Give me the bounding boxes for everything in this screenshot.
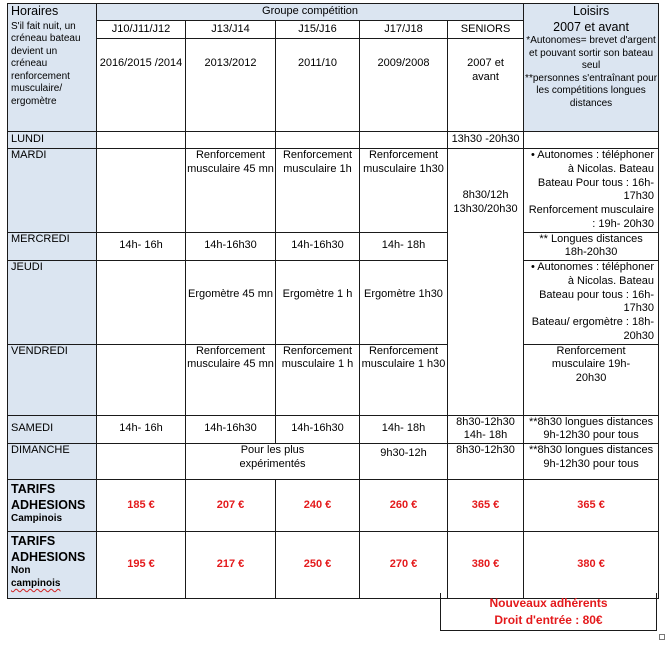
- dimanche-experimentes: Pour les plus expérimentés: [186, 444, 360, 480]
- years-j17: 2009/2008: [360, 39, 448, 132]
- nouveaux-adherents-note: [440, 593, 657, 631]
- loisirs-note-longues: **personnes s'entraînant pour les compétitions longues distances: [525, 72, 658, 109]
- mercredi-loisirs-hours: 18h-20h30: [564, 246, 618, 259]
- tarifs-camp-l3: Campinois: [11, 513, 63, 525]
- lundi-seniors: 13h30 -20h30: [448, 132, 524, 149]
- mardi-loisirs-bateau: Bateau Pour tous : 16h- 17h30: [537, 176, 655, 203]
- tarifs-campinois-label: [8, 480, 97, 532]
- category-seniors: SENIORS: [448, 21, 524, 39]
- vendredi-j10: [97, 344, 186, 415]
- tarifs-non-l4: campinois: [11, 577, 61, 589]
- samedi-j13: 14h-16h30: [186, 415, 276, 444]
- day-samedi: SAMEDI: [8, 415, 97, 444]
- price-campinois-j17: 260 €: [360, 480, 448, 532]
- mercredi-loisirs: [524, 232, 659, 261]
- lundi-j15: [276, 132, 360, 149]
- jeudi-j17: Ergomètre 1h30: [360, 261, 448, 345]
- samedi-j10: 14h- 16h: [97, 415, 186, 444]
- samedi-loisirs: [524, 415, 659, 444]
- years-j13: 2013/2012: [186, 39, 276, 132]
- samedi-j17: 14h- 18h: [360, 415, 448, 444]
- price-campinois-loisirs: 365 €: [524, 480, 659, 532]
- tarifs-non-l2: ADHESIONS: [11, 549, 86, 564]
- category-j15: J15/J16: [276, 21, 360, 39]
- vendredi-j17: Renforcement musculaire 1 h30: [360, 344, 448, 415]
- lundi-loisirs: [524, 132, 659, 149]
- day-vendredi: VENDREDI: [8, 344, 97, 415]
- tarifs-camp-l1: TARIFS: [11, 482, 56, 496]
- category-j13: J13/J14: [186, 21, 276, 39]
- jeudi-j13: Ergomètre 45 mn: [186, 261, 276, 345]
- nouveaux-adherents-title: Nouveaux adhérents: [489, 596, 608, 610]
- mercredi-j10: 14h- 16h: [97, 232, 186, 261]
- horaires-title: Horaires: [11, 4, 59, 18]
- price-non-campinois-j17: 270 €: [360, 532, 448, 599]
- lundi-j10: [97, 132, 186, 149]
- jeudi-loisirs: [524, 261, 659, 345]
- day-mercredi: MERCREDI: [8, 232, 97, 261]
- price-campinois-j13: 207 €: [186, 480, 276, 532]
- lundi-j17: [360, 132, 448, 149]
- dimanche-loisirs: [524, 444, 659, 480]
- dimanche-loisirs-tous: 9h-12h30 pour tous: [543, 457, 639, 470]
- loisirs-subtitle: 2007 et avant: [553, 19, 629, 34]
- vendredi-j15: Renforcement musculaire 1 h: [276, 344, 360, 415]
- groupe-competition-header: Groupe compétition: [97, 4, 524, 21]
- mardi-loisirs-renfo: Renforcement musculaire : 19h- 20h30: [528, 204, 655, 230]
- vendredi-j13: Renforcement musculaire 45 mn: [186, 344, 276, 415]
- seniors-block-morning: 8h30/12h: [462, 189, 509, 201]
- tarifs-camp-l2: ADHESIONS: [11, 497, 86, 512]
- dimanche-loisirs-longues: **8h30 longues distances: [528, 444, 654, 456]
- price-non-campinois-j10: 195 €: [97, 532, 186, 599]
- loisirs-note-autonomes: *Autonomes= brevet d'argent et pouvant sortir son bateau seul: [526, 35, 656, 72]
- day-mardi: MARDI: [8, 149, 97, 233]
- horaires-header: [8, 4, 97, 132]
- jeudi-loisirs-ergo: Bateau/ ergomètre : 18h-20h30: [531, 316, 655, 342]
- day-dimanche: DIMANCHE: [8, 444, 97, 480]
- jeudi-loisirs-bateau: Bateau pour tous : 16h- 17h30: [539, 288, 655, 315]
- years-seniors: 2007 et avant: [448, 39, 524, 132]
- seniors-weekday-block: [448, 149, 524, 416]
- price-non-campinois-j15: 250 €: [276, 532, 360, 599]
- mercredi-loisirs-longues: ** Longues distances: [539, 232, 643, 245]
- mardi-loisirs-autonomes: • Autonomes : téléphoner à Nicolas. Bateau: [530, 149, 655, 175]
- vendredi-loisirs: Renforcement musculaire 19h- 20h30: [524, 344, 659, 415]
- jeudi-j10: [97, 261, 186, 345]
- samedi-loisirs-longues: **8h30 longues distances: [528, 415, 654, 428]
- tarifs-non-l3: Non: [11, 565, 31, 577]
- dimanche-seniors: 8h30-12h30: [448, 444, 524, 480]
- price-campinois-j15: 240 €: [276, 480, 360, 532]
- schedule-table: [7, 3, 659, 599]
- loisirs-title: Loisirs: [572, 4, 610, 18]
- lundi-j13: [186, 132, 276, 149]
- price-non-campinois-j13: 217 €: [186, 532, 276, 599]
- samedi-seniors-morning: 8h30-12h30: [456, 415, 515, 428]
- horaires-note: S'il fait nuit, un créneau bateau devient un créneau renforcement musculaire/ ergomètre: [11, 20, 81, 107]
- mardi-j15: Renforcement musculaire 1h: [276, 149, 360, 233]
- price-non-campinois-loisirs: 380 €: [524, 532, 659, 599]
- tarifs-non-l1: TARIFS: [11, 534, 56, 548]
- dimanche-j10: [97, 444, 186, 480]
- price-non-campinois-seniors: 380 €: [448, 532, 524, 599]
- samedi-seniors-afternoon: 14h- 18h: [463, 429, 508, 442]
- years-j15: 2011/10: [276, 39, 360, 132]
- mardi-loisirs: [524, 149, 659, 233]
- samedi-loisirs-tous: 9h-12h30 pour tous: [543, 429, 639, 442]
- mercredi-j13: 14h-16h30: [186, 232, 276, 261]
- jeudi-loisirs-autonomes: • Autonomes : téléphoner à Nicolas. Bateau: [530, 261, 655, 287]
- mercredi-j15: 14h-16h30: [276, 232, 360, 261]
- day-jeudi: JEUDI: [8, 261, 97, 345]
- mardi-j10: [97, 149, 186, 233]
- samedi-seniors: [448, 415, 524, 444]
- years-j10: 2016/2015 /2014: [97, 39, 186, 132]
- seniors-block-afternoon: 13h30/20h30: [453, 202, 518, 215]
- price-campinois-seniors: 365 €: [448, 480, 524, 532]
- samedi-j15: 14h-16h30: [276, 415, 360, 444]
- dimanche-j17: 9h30-12h: [360, 444, 448, 480]
- category-j10: J10/J11/J12: [97, 21, 186, 39]
- loisirs-header: [524, 4, 659, 132]
- jeudi-j15: Ergomètre 1 h: [276, 261, 360, 345]
- tarifs-non-campinois-label: [8, 532, 97, 599]
- mardi-j13: Renforcement musculaire 45 mn: [186, 149, 276, 233]
- table-resize-handle[interactable]: [659, 634, 665, 640]
- mercredi-j17: 14h- 18h: [360, 232, 448, 261]
- category-j17: J17/J18: [360, 21, 448, 39]
- mardi-j17: Renforcement musculaire 1h30: [360, 149, 448, 233]
- day-lundi: LUNDI: [8, 132, 97, 149]
- price-campinois-j10: 185 €: [97, 480, 186, 532]
- droit-entree: Droit d'entrée : 80€: [494, 613, 603, 627]
